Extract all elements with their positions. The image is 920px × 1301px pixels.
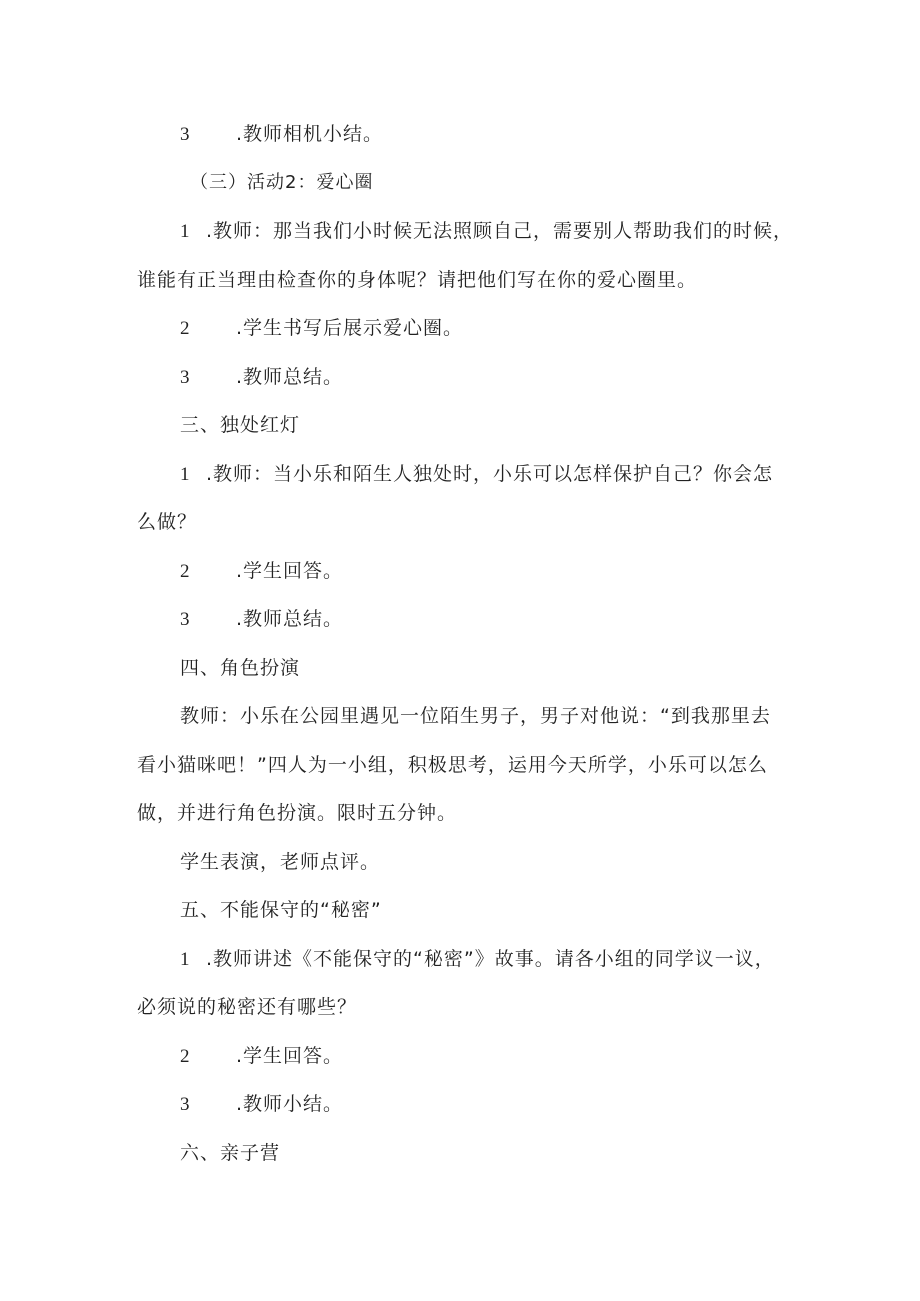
paragraph: 教师：小乐在公园里遇见一位陌生男子，男子对他说：“到我那里去 [180, 705, 771, 727]
step-text: .教师总结。 [236, 608, 344, 630]
step-number: 2 [180, 561, 191, 582]
step-text: .教师小结。 [236, 1093, 344, 1115]
paragraph-step [180, 315, 463, 341]
step-text: .教师：当小乐和陌生人独处时，小乐可以怎样保护自己？你会怎 [206, 463, 774, 485]
paragraph-step [180, 364, 343, 390]
paragraph-step [180, 218, 793, 244]
paragraph-step [180, 121, 383, 147]
step-text: .学生书写后展示爱心圈。 [236, 317, 464, 339]
step-text: .学生回答。 [236, 560, 344, 582]
section-heading: 五、不能保守的“秘密” [180, 899, 382, 921]
paragraph-step [180, 461, 773, 487]
step-number: 1 [180, 221, 191, 242]
paragraph-continuation: 必须说的秘密还有哪些？ [137, 996, 358, 1018]
step-number: 1 [180, 949, 191, 970]
step-number: 2 [180, 1046, 191, 1067]
paragraph-step [180, 606, 343, 632]
paragraph-continuation: 看小猫咪吧！”四人为一小组，积极思考，运用今天所学，小乐可以怎么 [137, 754, 768, 776]
section-subheading: （三）活动2：爱心圈 [190, 172, 374, 193]
step-number: 3 [180, 1094, 191, 1115]
step-number: 3 [180, 609, 191, 630]
paragraph-continuation: 么做？ [137, 511, 198, 533]
paragraph: 学生表演，老师点评。 [180, 851, 381, 873]
section-heading: 三、独处红灯 [180, 414, 301, 436]
step-number: 2 [180, 318, 191, 339]
section-heading: 六、亲子营 [180, 1142, 281, 1164]
step-text: .教师相机小结。 [236, 123, 384, 145]
paragraph-continuation: 谁能有正当理由检查你的身体呢？请把他们写在你的爱心圈里。 [137, 269, 698, 291]
paragraph-step [180, 1091, 343, 1117]
step-text: .教师：那当我们小时候无法照顾自己，需要别人帮助我们的时候， [206, 220, 794, 242]
step-number: 3 [180, 124, 191, 145]
step-number: 1 [180, 464, 191, 485]
step-text: .教师讲述《不能保守的“秘密”》故事。请各小组的同学议一议， [206, 948, 775, 970]
step-text: .教师总结。 [236, 366, 344, 388]
step-number: 3 [180, 367, 191, 388]
paragraph-continuation: 做，并进行角色扮演。限时五分钟。 [137, 802, 458, 824]
paragraph-step [180, 1043, 343, 1069]
paragraph-step [180, 946, 775, 972]
section-heading: 四、角色扮演 [180, 657, 301, 679]
paragraph-step [180, 558, 343, 584]
step-text: .学生回答。 [236, 1045, 344, 1067]
